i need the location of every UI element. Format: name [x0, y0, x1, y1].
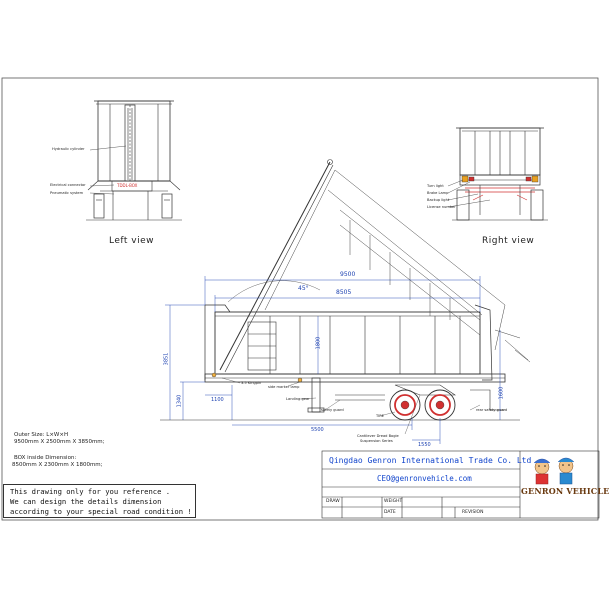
dim-total-height: 3851	[163, 352, 170, 366]
spec-outer-title: Outer Size: L×W×H	[14, 432, 69, 438]
label-rear-safety-guard: rear safety guard	[476, 408, 508, 412]
tb-revision-label: REVISION	[462, 510, 484, 515]
label-kingpin: 3.5 Kingpin	[241, 381, 262, 385]
dim-wheelbase: 5500	[311, 427, 324, 433]
dim-rear-height: 1600	[498, 386, 505, 400]
tb-weight-label: WEIGHT	[384, 499, 403, 504]
logo-figures	[534, 458, 574, 484]
label-suspension-series: Suspension Series	[360, 439, 393, 443]
tb-draw-label: DRAW	[326, 499, 340, 504]
label-brake-lamp: Brake Lamp	[427, 191, 449, 195]
company-email: CEO@genronvehicle.com	[377, 474, 472, 483]
label-landing-gear: Landing gear	[286, 397, 310, 401]
label-tire: TIRE	[376, 414, 385, 418]
note-line-3: according to your special road condition !	[10, 507, 192, 516]
dim-overall-length: 9500	[340, 271, 356, 278]
label-turn-light: Turn light	[427, 184, 444, 188]
label-electrical-connector: Electrical connector	[50, 183, 86, 187]
tb-date-label: DATE	[384, 510, 396, 515]
note-line-2: We can design the details dimension	[10, 497, 162, 506]
label-backup-light: Backup light	[427, 198, 450, 202]
left-view-drawing	[86, 101, 182, 220]
note-line-1: This drawing only for you reference .	[10, 487, 171, 496]
label-hydraulic-cylinder: Hydraulic cylinder	[52, 147, 85, 151]
dim-angle: 45°	[298, 285, 309, 292]
dim-floor-height: 1340	[176, 394, 183, 408]
right-view-caption: Right view	[482, 236, 535, 246]
logo-text: GENRON VEHICLE	[521, 486, 609, 496]
reference-note	[3, 484, 196, 518]
dim-axle-spacing: 1550	[418, 442, 431, 448]
label-suspension: Cantilever Dread Bogie	[357, 434, 399, 438]
spec-box-value: 8500mm X 2300mm X 1800mm;	[12, 462, 103, 468]
left-view-plate: TDDL-BOX	[117, 183, 138, 188]
spec-box-title: BOX inside Dimension:	[14, 455, 77, 461]
wheel-1	[390, 390, 420, 420]
dim-front-overhang: 1100	[211, 397, 224, 403]
dim-box-length: 8505	[336, 289, 352, 296]
label-safety-guard: safety guard	[321, 408, 344, 412]
right-view-drawing	[448, 128, 548, 220]
label-side-marker: side marker lamp	[268, 385, 300, 389]
company-name: Qingdao Genron International Trade Co. Ltd	[329, 456, 532, 465]
wheel-2	[425, 390, 455, 420]
left-view-caption: Left view	[109, 236, 155, 246]
label-license-number: License number	[427, 205, 456, 209]
dim-box-height: 1800	[315, 336, 322, 350]
sheet-border	[2, 78, 598, 520]
spec-outer-value: 9500mm X 2500mm X 3850mm;	[14, 439, 105, 445]
label-pneumatic-system: Pneumatic system	[50, 191, 84, 195]
